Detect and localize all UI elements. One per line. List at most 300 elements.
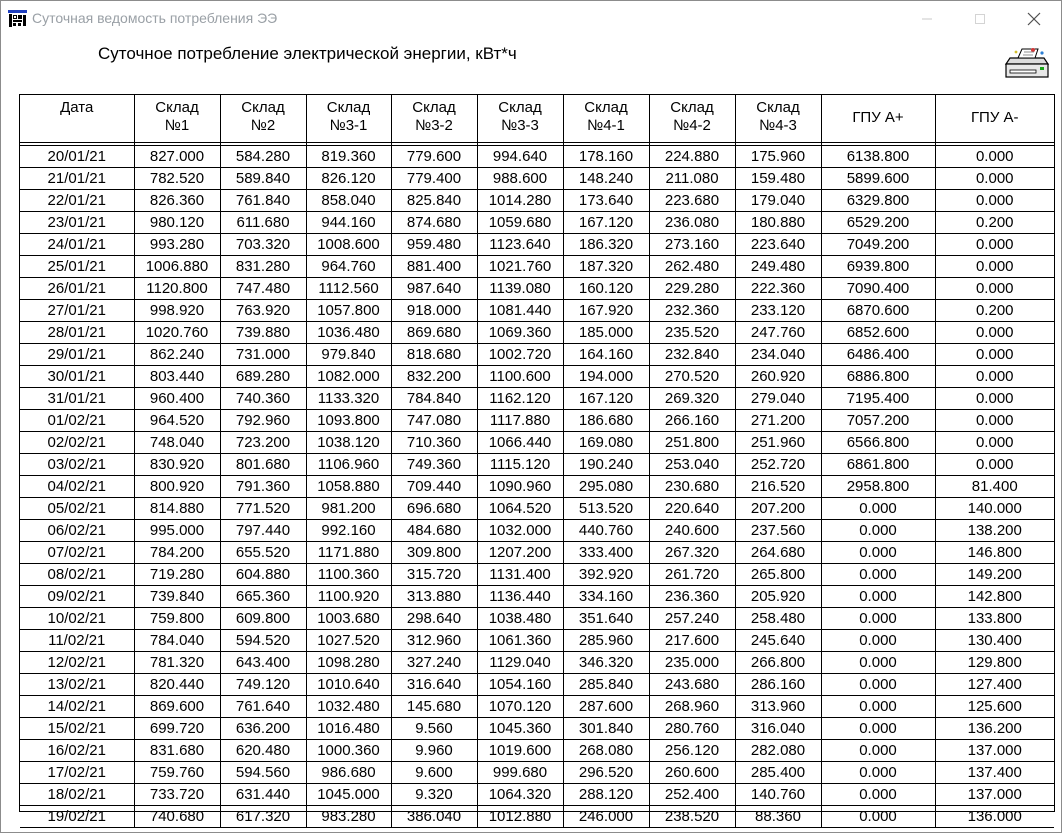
date-cell: 31/01/21	[20, 387, 134, 409]
value-cell: 7195.400	[821, 387, 935, 409]
table-row	[20, 365, 1054, 387]
value-cell: 589.840	[220, 167, 306, 189]
date-cell: 28/01/21	[20, 321, 134, 343]
value-cell: 869.600	[134, 695, 220, 717]
date-cell: 27/01/21	[20, 299, 134, 321]
value-cell: 1100.920	[306, 585, 391, 607]
value-cell: 205.920	[735, 585, 821, 607]
value-cell: 260.920	[735, 365, 821, 387]
value-cell: 617.320	[220, 805, 306, 827]
table-row	[20, 585, 1054, 607]
table-row	[20, 189, 1054, 211]
value-cell: 710.360	[391, 431, 477, 453]
value-cell: 1003.680	[306, 607, 391, 629]
date-cell: 16/02/21	[20, 739, 134, 761]
value-cell: 979.840	[306, 343, 391, 365]
column-header-line: №1	[164, 117, 190, 134]
value-cell: 268.960	[649, 695, 735, 717]
value-cell: 0.000	[821, 629, 935, 651]
column-header	[821, 95, 935, 142]
title-bar[interactable]	[1, 1, 1061, 35]
value-cell: 1082.000	[306, 365, 391, 387]
date-cell: 07/02/21	[20, 541, 134, 563]
value-cell: 1054.160	[477, 673, 563, 695]
value-cell: 7090.400	[821, 277, 935, 299]
value-cell: 604.880	[220, 563, 306, 585]
value-cell: 0.000	[821, 695, 935, 717]
column-header-line: Дата	[60, 99, 94, 116]
value-cell: 819.360	[306, 145, 391, 167]
value-cell: 983.280	[306, 805, 391, 827]
value-cell: 763.920	[220, 299, 306, 321]
value-cell: 609.800	[220, 607, 306, 629]
value-cell: 1038.480	[477, 607, 563, 629]
value-cell: 594.560	[220, 761, 306, 783]
value-cell: 740.680	[134, 805, 220, 827]
value-cell: 1000.360	[306, 739, 391, 761]
value-cell: 0.000	[821, 651, 935, 673]
value-cell: 993.280	[134, 233, 220, 255]
value-cell: 749.360	[391, 453, 477, 475]
value-cell: 0.000	[821, 673, 935, 695]
column-header-line: №4-3	[759, 117, 797, 134]
value-cell: 1115.120	[477, 453, 563, 475]
value-cell: 0.000	[935, 453, 1054, 475]
value-cell: 0.000	[821, 739, 935, 761]
close-icon	[1027, 12, 1041, 26]
table-row	[20, 761, 1054, 783]
value-cell: 826.120	[306, 167, 391, 189]
value-cell: 964.520	[134, 409, 220, 431]
value-cell: 7049.200	[821, 233, 935, 255]
value-cell: 160.120	[563, 277, 649, 299]
value-cell: 238.520	[649, 805, 735, 827]
column-header-line: №3-3	[501, 117, 539, 134]
value-cell: 784.040	[134, 629, 220, 651]
value-cell: 224.880	[649, 145, 735, 167]
value-cell: 0.000	[935, 145, 1054, 167]
value-cell: 7057.200	[821, 409, 935, 431]
date-cell: 29/01/21	[20, 343, 134, 365]
value-cell: 484.680	[391, 519, 477, 541]
value-cell: 1045.360	[477, 717, 563, 739]
value-cell: 980.120	[134, 211, 220, 233]
value-cell: 159.480	[735, 167, 821, 189]
value-cell: 0.000	[935, 255, 1054, 277]
value-cell: 236.360	[649, 585, 735, 607]
column-header-line: №2	[250, 117, 276, 134]
value-cell: 723.200	[220, 431, 306, 453]
value-cell: 1120.800	[134, 277, 220, 299]
table-row	[20, 805, 1054, 827]
column-header-line: ГПУ А-	[970, 109, 1019, 127]
value-cell: 1098.280	[306, 651, 391, 673]
value-cell: 9.960	[391, 739, 477, 761]
value-cell: 0.000	[935, 233, 1054, 255]
value-cell: 999.680	[477, 761, 563, 783]
table-row	[20, 211, 1054, 233]
value-cell: 125.600	[935, 695, 1054, 717]
value-cell: 247.760	[735, 321, 821, 343]
value-cell: 249.480	[735, 255, 821, 277]
table-row	[20, 343, 1054, 365]
date-cell: 25/01/21	[20, 255, 134, 277]
value-cell: 0.000	[821, 497, 935, 519]
value-cell: 1059.680	[477, 211, 563, 233]
column-header	[134, 95, 220, 142]
value-cell: 285.400	[735, 761, 821, 783]
value-cell: 223.680	[649, 189, 735, 211]
column-header-line: Склад	[670, 99, 714, 116]
value-cell: 0.000	[935, 365, 1054, 387]
table-row	[20, 233, 1054, 255]
value-cell: 594.520	[220, 629, 306, 651]
value-cell: 0.000	[935, 409, 1054, 431]
column-header-line: Склад	[498, 99, 542, 116]
value-cell: 257.240	[649, 607, 735, 629]
value-cell: 271.200	[735, 409, 821, 431]
printer-icon[interactable]	[1004, 46, 1050, 80]
date-cell: 24/01/21	[20, 233, 134, 255]
value-cell: 232.360	[649, 299, 735, 321]
value-cell: 6861.800	[821, 453, 935, 475]
date-cell: 20/01/21	[20, 145, 134, 167]
app-icon	[8, 10, 27, 27]
value-cell: 285.960	[563, 629, 649, 651]
value-cell: 1070.120	[477, 695, 563, 717]
value-cell: 138.200	[935, 519, 1054, 541]
value-cell: 1066.440	[477, 431, 563, 453]
value-cell: 832.200	[391, 365, 477, 387]
value-cell: 386.040	[391, 805, 477, 827]
value-cell: 1133.320	[306, 387, 391, 409]
value-cell: 1006.880	[134, 255, 220, 277]
value-cell: 818.680	[391, 343, 477, 365]
value-cell: 179.040	[735, 189, 821, 211]
value-cell: 142.800	[935, 585, 1054, 607]
value-cell: 1081.440	[477, 299, 563, 321]
value-cell: 0.000	[821, 717, 935, 739]
date-cell: 15/02/21	[20, 717, 134, 739]
date-cell: 12/02/21	[20, 651, 134, 673]
window-title: Суточная ведомость потребления ЭЭ	[32, 10, 278, 26]
value-cell: 237.560	[735, 519, 821, 541]
value-cell: 792.960	[220, 409, 306, 431]
consumption-table	[19, 94, 1055, 825]
value-cell: 1117.880	[477, 409, 563, 431]
value-cell: 0.000	[821, 607, 935, 629]
value-cell: 296.520	[563, 761, 649, 783]
value-cell: 874.680	[391, 211, 477, 233]
value-cell: 211.080	[649, 167, 735, 189]
value-cell: 748.040	[134, 431, 220, 453]
value-cell: 1016.480	[306, 717, 391, 739]
value-cell: 175.960	[735, 145, 821, 167]
value-cell: 831.680	[134, 739, 220, 761]
value-cell: 779.600	[391, 145, 477, 167]
value-cell: 136.200	[935, 717, 1054, 739]
date-cell: 03/02/21	[20, 453, 134, 475]
table-row	[20, 739, 1054, 761]
value-cell: 1038.120	[306, 431, 391, 453]
value-cell: 0.000	[821, 761, 935, 783]
value-cell: 0.000	[821, 519, 935, 541]
table-row	[20, 563, 1054, 585]
value-cell: 6886.800	[821, 365, 935, 387]
value-cell: 5899.600	[821, 167, 935, 189]
value-cell: 858.040	[306, 189, 391, 211]
value-cell: 1032.000	[477, 519, 563, 541]
value-cell: 270.520	[649, 365, 735, 387]
table-row	[20, 167, 1054, 189]
value-cell: 1010.640	[306, 673, 391, 695]
value-cell: 1139.080	[477, 277, 563, 299]
value-cell: 269.320	[649, 387, 735, 409]
value-cell: 185.000	[563, 321, 649, 343]
value-cell: 747.480	[220, 277, 306, 299]
date-cell: 08/02/21	[20, 563, 134, 585]
value-cell: 253.040	[649, 453, 735, 475]
value-cell: 312.960	[391, 629, 477, 651]
value-cell: 665.360	[220, 585, 306, 607]
value-cell: 827.000	[134, 145, 220, 167]
value-cell: 235.520	[649, 321, 735, 343]
value-cell: 140.000	[935, 497, 1054, 519]
table-row	[20, 519, 1054, 541]
value-cell: 0.000	[821, 585, 935, 607]
value-cell: 881.400	[391, 255, 477, 277]
value-cell: 0.200	[935, 299, 1054, 321]
value-cell: 88.360	[735, 805, 821, 827]
table-row	[20, 453, 1054, 475]
value-cell: 246.000	[563, 805, 649, 827]
column-header	[935, 95, 1054, 142]
value-cell: 831.280	[220, 255, 306, 277]
value-cell: 1021.760	[477, 255, 563, 277]
value-cell: 779.400	[391, 167, 477, 189]
value-cell: 136.000	[935, 805, 1054, 827]
value-cell: 440.760	[563, 519, 649, 541]
value-cell: 0.000	[935, 189, 1054, 211]
value-cell: 1162.120	[477, 387, 563, 409]
value-cell: 709.440	[391, 475, 477, 497]
column-header	[391, 95, 477, 142]
column-header	[20, 95, 134, 142]
column-header-line: ГПУ А+	[852, 109, 904, 127]
value-cell: 994.640	[477, 145, 563, 167]
value-cell: 696.680	[391, 497, 477, 519]
value-cell: 232.840	[649, 343, 735, 365]
value-cell: 273.160	[649, 233, 735, 255]
value-cell: 1207.200	[477, 541, 563, 563]
value-cell: 513.520	[563, 497, 649, 519]
value-cell: 6566.800	[821, 431, 935, 453]
date-cell: 01/02/21	[20, 409, 134, 431]
value-cell: 167.920	[563, 299, 649, 321]
value-cell: 229.280	[649, 277, 735, 299]
value-cell: 1131.400	[477, 563, 563, 585]
value-cell: 9.560	[391, 717, 477, 739]
table-row	[20, 255, 1054, 277]
date-cell: 05/02/21	[20, 497, 134, 519]
value-cell: 288.120	[563, 783, 649, 805]
value-cell: 1093.800	[306, 409, 391, 431]
column-header	[563, 95, 649, 142]
value-cell: 282.080	[735, 739, 821, 761]
value-cell: 830.920	[134, 453, 220, 475]
value-cell: 1032.480	[306, 695, 391, 717]
value-cell: 0.000	[935, 431, 1054, 453]
value-cell: 333.400	[563, 541, 649, 563]
value-cell: 0.000	[935, 343, 1054, 365]
value-cell: 0.000	[821, 783, 935, 805]
value-cell: 313.880	[391, 585, 477, 607]
table-row	[20, 277, 1054, 299]
close-button[interactable]	[1012, 5, 1056, 33]
value-cell: 167.120	[563, 211, 649, 233]
value-cell: 992.160	[306, 519, 391, 541]
table-row	[20, 717, 1054, 739]
column-header	[477, 95, 563, 142]
value-cell: 316.040	[735, 717, 821, 739]
table-row	[20, 299, 1054, 321]
value-cell: 959.480	[391, 233, 477, 255]
value-cell: 0.000	[821, 563, 935, 585]
maximize-icon	[974, 13, 986, 25]
value-cell: 739.840	[134, 585, 220, 607]
date-cell: 30/01/21	[20, 365, 134, 387]
value-cell: 186.320	[563, 233, 649, 255]
value-cell: 800.920	[134, 475, 220, 497]
value-cell: 784.840	[391, 387, 477, 409]
value-cell: 761.840	[220, 189, 306, 211]
value-cell: 223.640	[735, 233, 821, 255]
value-cell: 1064.320	[477, 783, 563, 805]
header-row	[20, 95, 1054, 142]
value-cell: 258.480	[735, 607, 821, 629]
value-cell: 1019.600	[477, 739, 563, 761]
value-cell: 190.240	[563, 453, 649, 475]
value-cell: 1100.360	[306, 563, 391, 585]
date-cell: 04/02/21	[20, 475, 134, 497]
value-cell: 0.000	[935, 167, 1054, 189]
value-cell: 222.360	[735, 277, 821, 299]
value-cell: 1057.800	[306, 299, 391, 321]
value-cell: 1061.360	[477, 629, 563, 651]
value-cell: 6939.800	[821, 255, 935, 277]
value-cell: 251.960	[735, 431, 821, 453]
column-header	[306, 95, 391, 142]
value-cell: 1112.560	[306, 277, 391, 299]
value-cell: 251.800	[649, 431, 735, 453]
value-cell: 1036.480	[306, 321, 391, 343]
value-cell: 261.720	[649, 563, 735, 585]
value-cell: 699.720	[134, 717, 220, 739]
date-cell: 09/02/21	[20, 585, 134, 607]
table-row	[20, 321, 1054, 343]
value-cell: 986.680	[306, 761, 391, 783]
value-cell: 266.160	[649, 409, 735, 431]
value-cell: 740.360	[220, 387, 306, 409]
value-cell: 620.480	[220, 739, 306, 761]
value-cell: 264.680	[735, 541, 821, 563]
value-cell: 944.160	[306, 211, 391, 233]
value-cell: 1002.720	[477, 343, 563, 365]
value-cell: 173.640	[563, 189, 649, 211]
value-cell: 1069.360	[477, 321, 563, 343]
value-cell: 759.760	[134, 761, 220, 783]
value-cell: 631.440	[220, 783, 306, 805]
date-cell: 23/01/21	[20, 211, 134, 233]
value-cell: 266.800	[735, 651, 821, 673]
value-cell: 298.640	[391, 607, 477, 629]
value-cell: 268.080	[563, 739, 649, 761]
value-cell: 981.200	[306, 497, 391, 519]
column-header-line: №4-1	[587, 117, 625, 134]
table-row	[20, 497, 1054, 519]
value-cell: 234.040	[735, 343, 821, 365]
date-cell: 11/02/21	[20, 629, 134, 651]
value-cell: 164.160	[563, 343, 649, 365]
value-cell: 133.800	[935, 607, 1054, 629]
value-cell: 9.320	[391, 783, 477, 805]
value-cell: 327.240	[391, 651, 477, 673]
value-cell: 803.440	[134, 365, 220, 387]
value-cell: 1012.880	[477, 805, 563, 827]
value-cell: 256.120	[649, 739, 735, 761]
value-cell: 731.000	[220, 343, 306, 365]
column-header	[220, 95, 306, 142]
column-header-line: Склад	[326, 99, 371, 116]
value-cell: 130.400	[935, 629, 1054, 651]
value-cell: 279.040	[735, 387, 821, 409]
column-header-line: Склад	[241, 99, 285, 116]
value-cell: 703.320	[220, 233, 306, 255]
value-cell: 315.720	[391, 563, 477, 585]
value-cell: 0.000	[821, 541, 935, 563]
table-row	[20, 629, 1054, 651]
value-cell: 784.200	[134, 541, 220, 563]
table-row	[20, 651, 1054, 673]
value-cell: 148.240	[563, 167, 649, 189]
column-header	[735, 95, 821, 142]
date-cell: 06/02/21	[20, 519, 134, 541]
value-cell: 316.640	[391, 673, 477, 695]
consumption-grid	[20, 95, 1054, 828]
value-cell: 280.760	[649, 717, 735, 739]
value-cell: 964.760	[306, 255, 391, 277]
value-cell: 309.800	[391, 541, 477, 563]
value-cell: 301.840	[563, 717, 649, 739]
maximize-button[interactable]	[958, 5, 1002, 33]
value-cell: 145.680	[391, 695, 477, 717]
column-header-line: №4-2	[673, 117, 711, 134]
minimize-button[interactable]	[905, 5, 949, 33]
value-cell: 1058.880	[306, 475, 391, 497]
value-cell: 137.000	[935, 739, 1054, 761]
table-row	[20, 145, 1054, 167]
value-cell: 245.640	[735, 629, 821, 651]
value-cell: 262.480	[649, 255, 735, 277]
value-cell: 733.720	[134, 783, 220, 805]
column-header	[649, 95, 735, 142]
value-cell: 217.600	[649, 629, 735, 651]
value-cell: 995.000	[134, 519, 220, 541]
value-cell: 611.680	[220, 211, 306, 233]
date-cell: 18/02/21	[20, 783, 134, 805]
value-cell: 286.160	[735, 673, 821, 695]
date-cell: 26/01/21	[20, 277, 134, 299]
